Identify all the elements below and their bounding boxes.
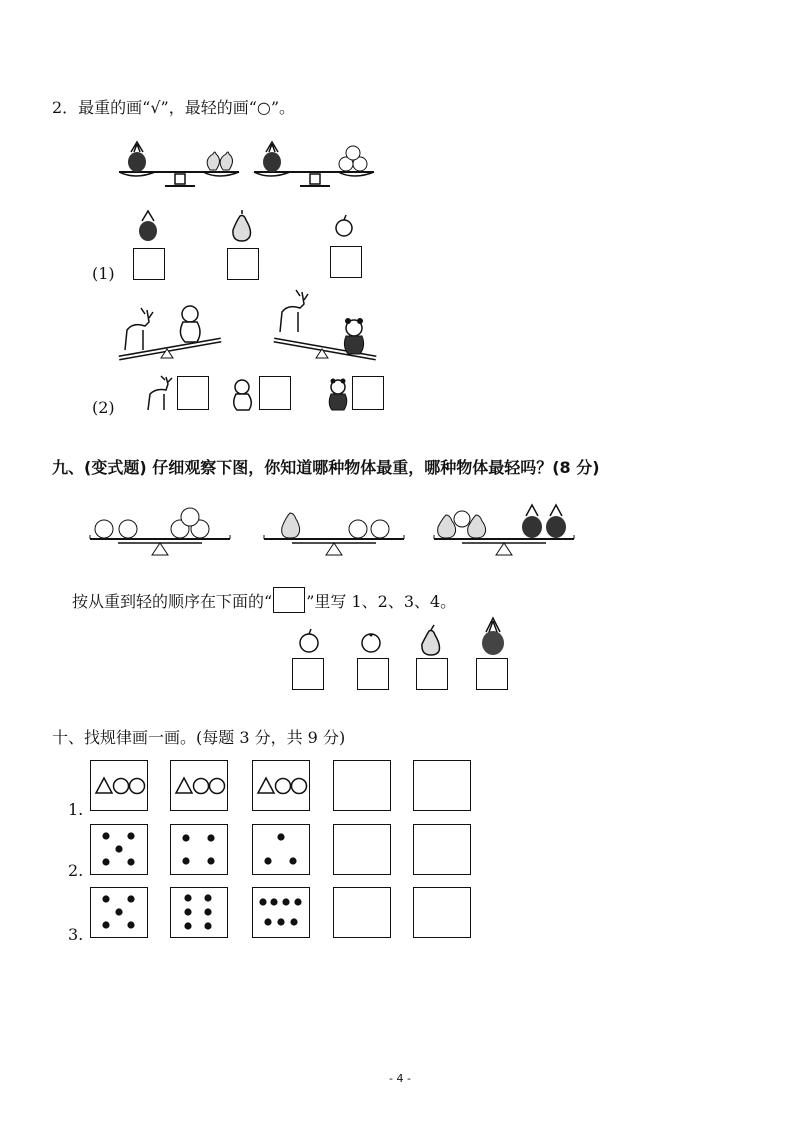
question-9-title: 九、(变式题) 仔细观察下图，你知道哪种物体最重，哪种物体最轻吗？(8 分)	[52, 458, 600, 477]
pineapple-icon	[522, 505, 566, 538]
panda-icon	[324, 378, 352, 412]
apple-icon	[334, 214, 354, 238]
dots-6-icon	[171, 888, 226, 936]
row-3-label: 3.	[68, 925, 84, 944]
pattern-blank-3-4[interactable]	[333, 887, 391, 938]
pattern-cell-2-2	[170, 824, 228, 875]
page-number: - 4 -	[389, 1072, 411, 1085]
pattern-cell-3-2	[170, 887, 228, 938]
pattern-blank-1-5[interactable]	[413, 760, 471, 811]
pineapple-icon	[128, 142, 146, 172]
answer-box-pineapple[interactable]	[133, 248, 165, 280]
q9-instruction-pre: 按从重到轻的顺序在下面的“	[72, 592, 273, 611]
pear-icon	[282, 513, 300, 538]
pattern-blank-1-4[interactable]	[333, 760, 391, 811]
order-box-orange[interactable]	[357, 658, 389, 690]
orange-icon	[360, 630, 382, 654]
triangle-circle-circle-icon	[91, 761, 146, 809]
pear-icon	[230, 208, 254, 242]
apple-icon	[95, 508, 209, 538]
pattern-cell-1-3	[252, 760, 310, 811]
apple-icon	[298, 628, 320, 654]
balance-scale-b	[262, 505, 407, 557]
monkey-icon	[180, 306, 200, 342]
dots-4-icon	[171, 825, 226, 873]
dots-5-icon	[91, 825, 146, 873]
pineapple-icon	[478, 616, 508, 656]
answer-box-apple[interactable]	[330, 246, 362, 278]
pattern-cell-1-2	[170, 760, 228, 811]
balance-scale-2	[250, 140, 380, 190]
q9-instruction-post: ”里写 1、2、3、4。	[306, 592, 457, 611]
pattern-blank-3-5[interactable]	[413, 887, 471, 938]
pear-icon	[207, 152, 232, 170]
order-box-pineapple[interactable]	[476, 658, 508, 690]
triangle-circle-circle-icon	[253, 761, 308, 809]
row-1-label: 1.	[68, 800, 84, 819]
pattern-cell-1-1	[90, 760, 148, 811]
dots-3-icon	[253, 825, 308, 873]
pear-icon	[418, 624, 444, 656]
inline-answer-box-example	[273, 587, 305, 613]
question-10-title: 十、找规律画一画。(每题 3 分，共 9 分)	[52, 728, 346, 747]
pineapple-icon	[263, 142, 281, 172]
apple-icon	[339, 146, 367, 171]
deer-icon	[280, 290, 308, 332]
triangle-circle-circle-icon	[171, 761, 226, 809]
answer-box-panda[interactable]	[352, 376, 384, 410]
order-box-apple[interactable]	[292, 658, 324, 690]
pattern-cell-3-3	[252, 887, 310, 938]
answer-box-pear[interactable]	[227, 248, 259, 280]
pineapple-icon	[136, 210, 160, 242]
answer-box-deer[interactable]	[177, 376, 209, 410]
part-1-label: (1)	[92, 264, 115, 283]
deer-icon	[125, 308, 153, 350]
apple-icon	[454, 511, 470, 527]
pattern-cell-3-1	[90, 887, 148, 938]
dots-7-icon	[253, 888, 308, 936]
balance-scale-c	[432, 505, 577, 557]
question-2-title: 2．最重的画“√”，最轻的画“○”。	[52, 98, 296, 117]
apple-icon	[349, 520, 389, 538]
part-2-label: (2)	[92, 398, 115, 417]
seesaw-2	[270, 300, 380, 362]
pattern-blank-2-5[interactable]	[413, 824, 471, 875]
pattern-cell-2-1	[90, 824, 148, 875]
pattern-blank-2-4[interactable]	[333, 824, 391, 875]
balance-scale-a	[88, 505, 233, 557]
dots-5-icon	[91, 888, 146, 936]
seesaw-1	[115, 300, 225, 362]
answer-box-monkey[interactable]	[259, 376, 291, 410]
balance-scale-1	[115, 140, 245, 190]
monkey-icon	[228, 378, 258, 412]
deer-icon	[142, 376, 174, 412]
order-box-pear[interactable]	[416, 658, 448, 690]
row-2-label: 2.	[68, 861, 84, 880]
panda-icon	[344, 318, 363, 354]
pattern-cell-2-3	[252, 824, 310, 875]
q9-instruction	[72, 587, 456, 613]
